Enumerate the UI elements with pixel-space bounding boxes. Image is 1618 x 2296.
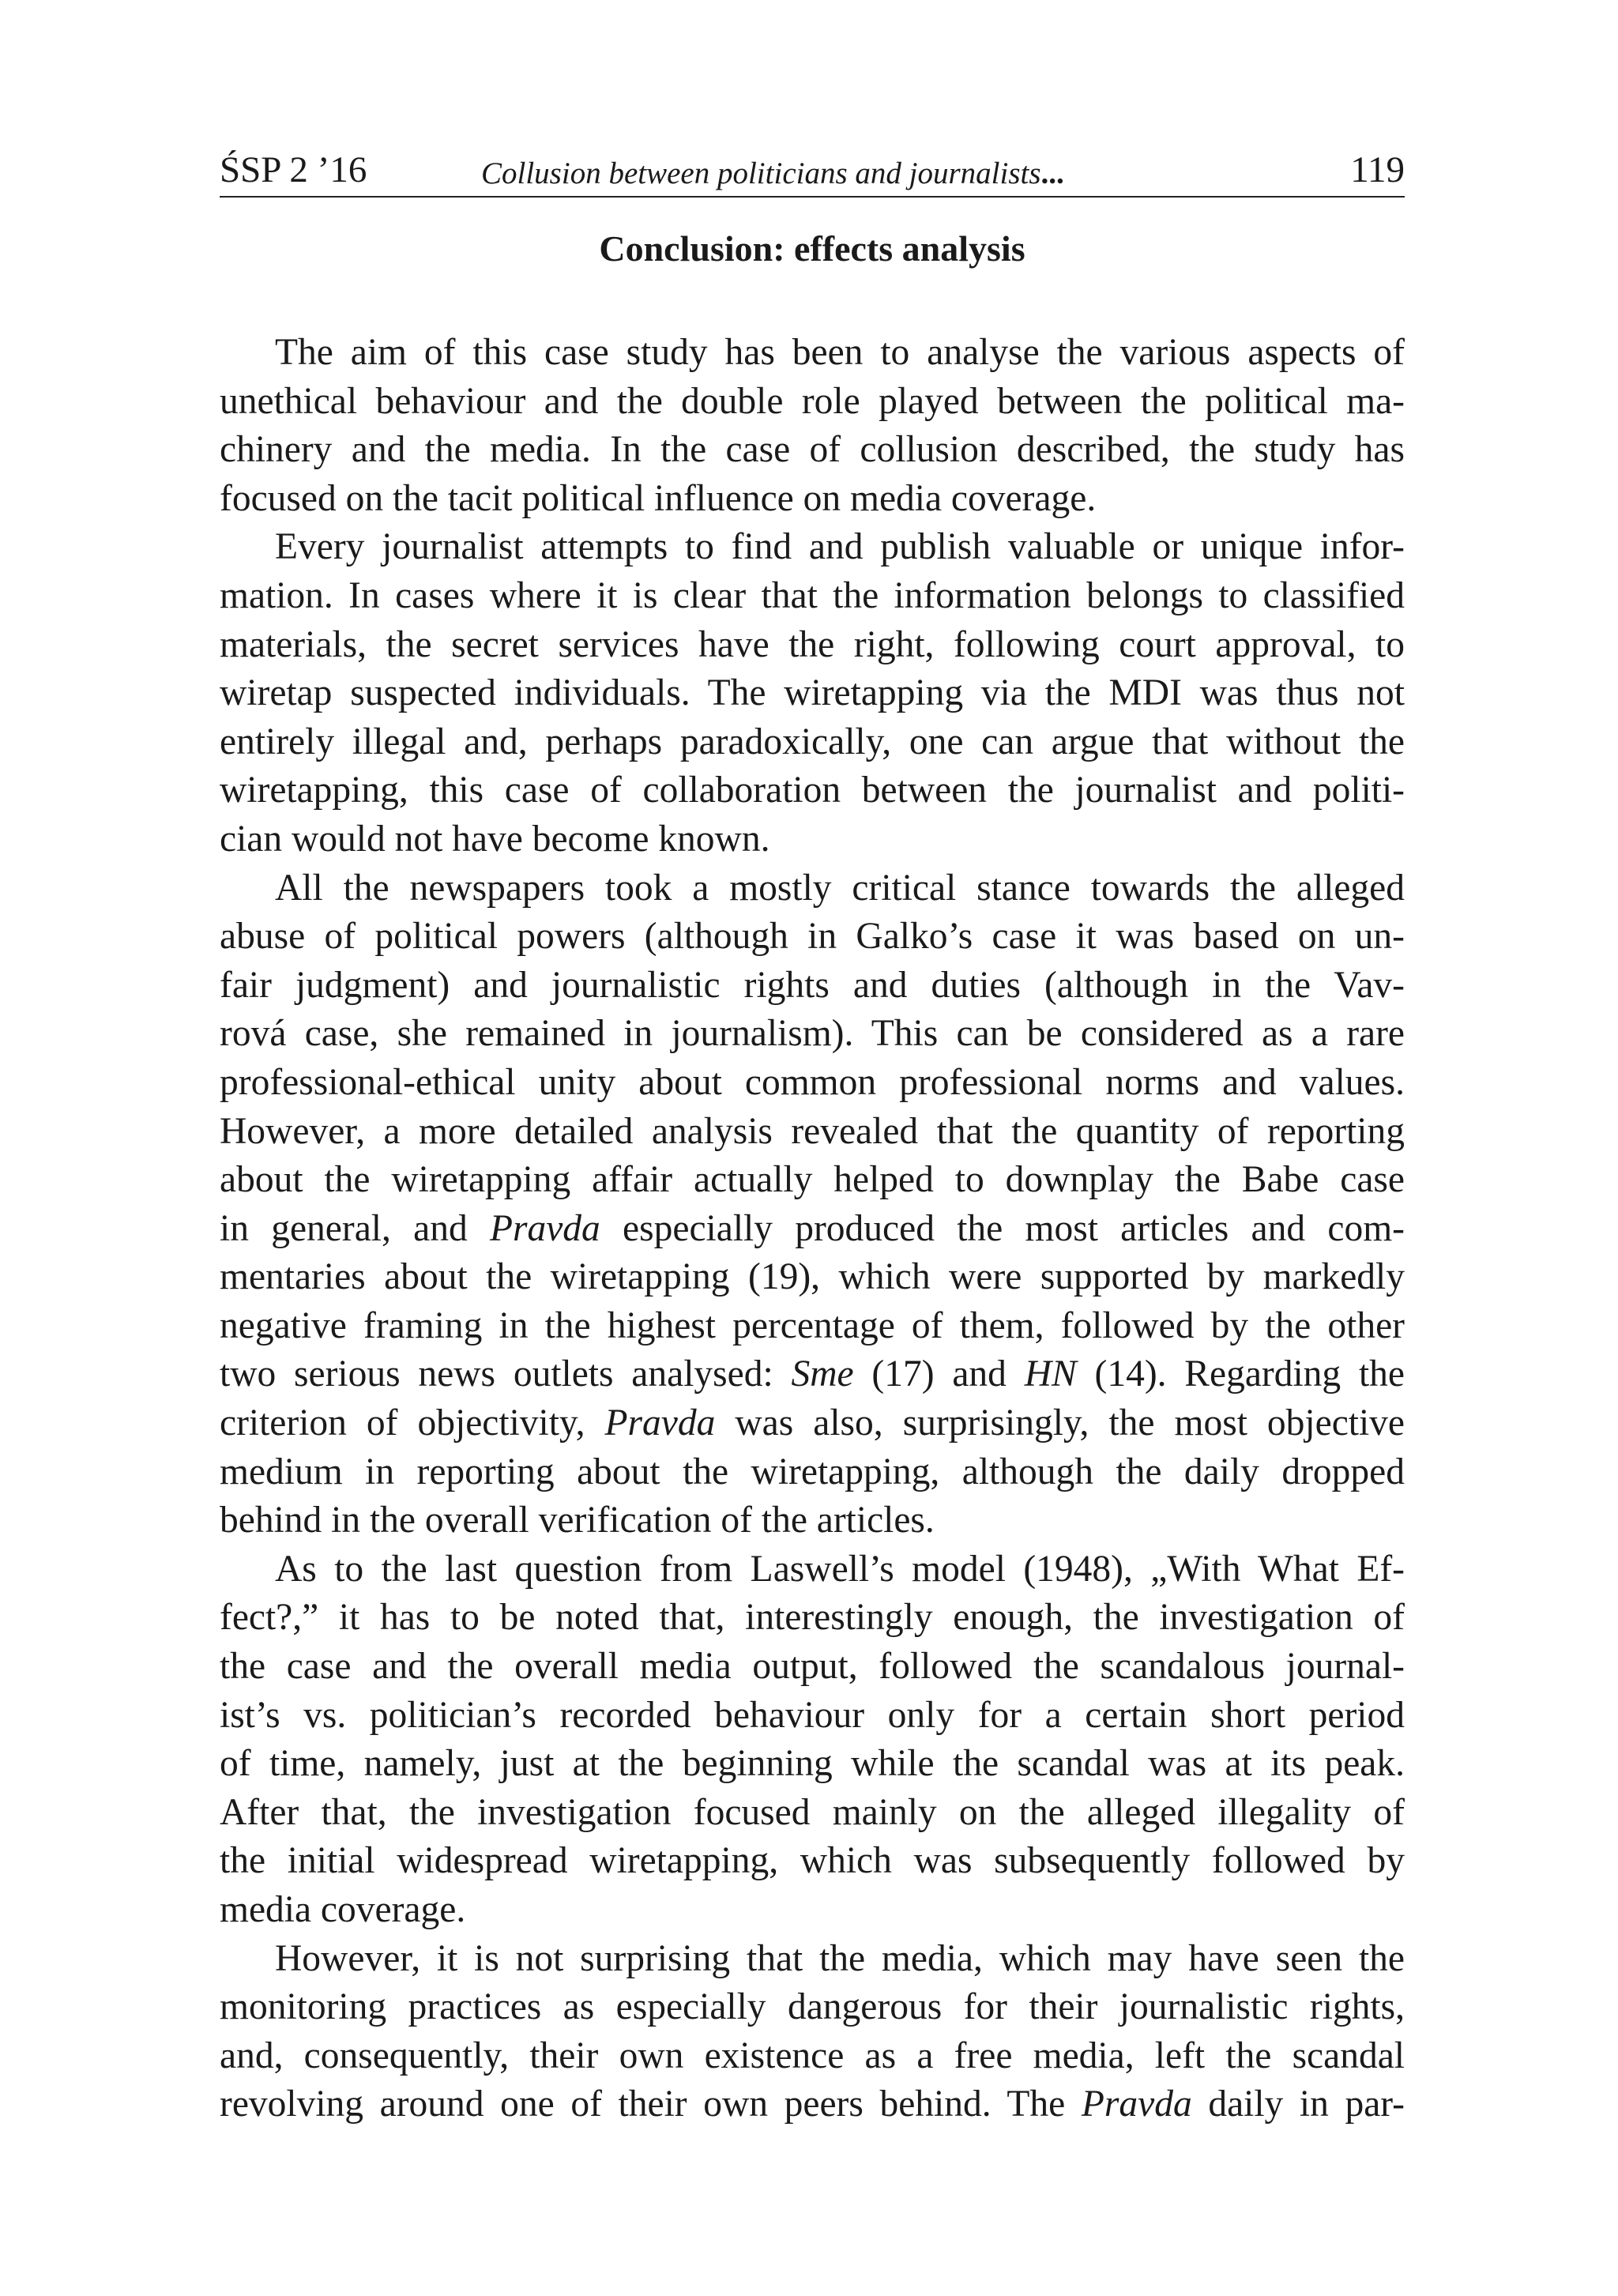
running-title-ellipsis: ... [1040,156,1064,190]
text-segment: medium in reporting about the wiretapping, although the daily dropped [220,1451,1405,1492]
text-line [220,1156,1405,1205]
text-segment: the initial widespread wiretapping, which was subsequently followed by [220,1840,1405,1882]
italic-text-segment: HN [1024,1353,1077,1395]
section-heading: Conclusion: effects analysis [599,228,1025,269]
text-segment: cian would not have become known. [220,818,770,860]
text-line [220,1399,1405,1448]
text-line [220,2032,1405,2081]
text-line [220,1545,1405,1594]
text-segment: monitoring practices as especially dangerous for their journalistic rights, [220,1986,1405,2028]
text-line [220,1886,1405,1935]
text-line [220,1302,1405,1351]
text-line [220,1253,1405,1302]
text-segment: However, it is not surprising that the media, which may have seen the [275,1937,1405,1979]
text-line [220,1740,1405,1789]
text-segment: wiretap suspected individuals. The wiretapping via the MDI was thus not [220,672,1405,714]
text-line [220,426,1405,475]
italic-text-segment: Pravda [604,1402,716,1444]
text-segment: abuse of political powers (although in Galko’s case it was based on un- [220,916,1405,958]
text-segment: two serious news outlets analysed: [220,1353,792,1395]
text-segment: (14). Regarding the [1076,1353,1405,1395]
running-title [481,156,1064,191]
italic-text-segment: Pravda [489,1207,600,1249]
text-line [220,1448,1405,1497]
italic-text-segment: Pravda [1081,2083,1192,2125]
text-segment: fect?,” it has to be noted that, interestingly enough, the investigation of [220,1597,1405,1639]
text-line [220,1935,1405,1984]
text-line [220,523,1405,572]
text-segment: especially produced the most articles and com- [600,1207,1405,1249]
text-segment: chinery and the media. In the case of collusion described, the study has [220,429,1405,471]
text-line [220,1692,1405,1741]
text-line [220,864,1405,913]
text-segment: professional-ethical unity about common professional norms and values. [220,1061,1405,1103]
text-segment: negative framing in the highest percentage of them, followed by the other [220,1304,1405,1346]
text-line [220,1496,1405,1545]
text-segment: and, consequently, their own existence as a free media, left the scandal [220,2034,1405,2076]
text-line [220,766,1405,815]
text-segment: After that, the investigation focused mainly on the alleged illegality of [220,1791,1405,1833]
text-line [220,2080,1405,2129]
text-segment: As to the last question from Laswell’s model (1948), „With What Ef- [275,1548,1405,1590]
text-line [220,1010,1405,1059]
text-segment: However, a more detailed analysis revealed that the quantity of reporting [220,1110,1405,1152]
text-segment: of time, namely, just at the beginning while the scandal was at its peak. [220,1743,1405,1785]
text-segment: about the wiretapping affair actually helped to downplay the Babe case [220,1159,1405,1201]
text-line [220,1594,1405,1643]
text-line [220,1643,1405,1692]
text-line [220,621,1405,670]
journal-issue: ŚSP 2 ’16 [220,149,367,190]
text-segment: Every journalist attempts to find and publish valuable or unique infor- [275,526,1405,568]
text-line [220,329,1405,378]
body-text [220,329,1405,2129]
text-line [220,1983,1405,2032]
text-line [220,1789,1405,1838]
text-segment: entirely illegal and, perhaps paradoxically, one can argue that without the [220,721,1405,762]
text-line [220,669,1405,718]
running-title-text: Collusion between politicians and journalists [481,156,1041,190]
text-line [220,1837,1405,1886]
text-segment: the case and the overall media output, followed the scandalous journal- [220,1646,1405,1688]
text-segment: unethical behaviour and the double role played between the political ma- [220,380,1405,422]
text-segment: The aim of this case study has been to analyse the various aspects of [275,332,1405,373]
text-segment: rová case, she remained in journalism). This can be considered as a rare [220,1013,1405,1055]
text-segment: in general, and [220,1207,490,1249]
text-line [220,1108,1405,1157]
text-segment: daily in par- [1191,2083,1405,2125]
text-line [220,1059,1405,1108]
text-segment: was also, surprisingly, the most objective [715,1402,1405,1444]
text-segment: behind in the overall verification of the articles. [220,1500,935,1541]
text-line [220,378,1405,427]
text-segment: fair judgment) and journalistic rights and duties (although in the Vav- [220,964,1405,1006]
text-segment: mation. In cases where it is clear that the information belongs to classified [220,574,1405,616]
text-line [220,962,1405,1011]
text-line [220,1205,1405,1254]
italic-text-segment: Sme [791,1353,854,1395]
text-segment: criterion of objectivity, [220,1402,605,1444]
running-header [220,144,1405,198]
text-line [220,815,1405,864]
text-segment: (17) and [853,1353,1025,1395]
text-line [220,572,1405,621]
text-line [220,1350,1405,1399]
text-line [220,913,1405,962]
text-segment: media coverage. [220,1889,466,1930]
text-segment: ist’s vs. politician’s recorded behaviour only for a certain short period [220,1694,1405,1736]
text-segment: revolving around one of their own peers behind. The [220,2083,1082,2125]
text-segment: materials, the secret services have the right, following court approval, to [220,623,1405,665]
text-segment: All the newspapers took a mostly critical stance towards the alleged [275,867,1405,909]
text-line [220,718,1405,767]
text-segment: focused on the tacit political influence on media coverage. [220,477,1097,519]
page-number: 119 [1350,149,1405,190]
text-segment: mentaries about the wiretapping (19), which were supported by markedly [220,1256,1405,1298]
text-line [220,475,1405,524]
text-segment: wiretapping, this case of collaboration between the journalist and politi- [220,770,1405,811]
